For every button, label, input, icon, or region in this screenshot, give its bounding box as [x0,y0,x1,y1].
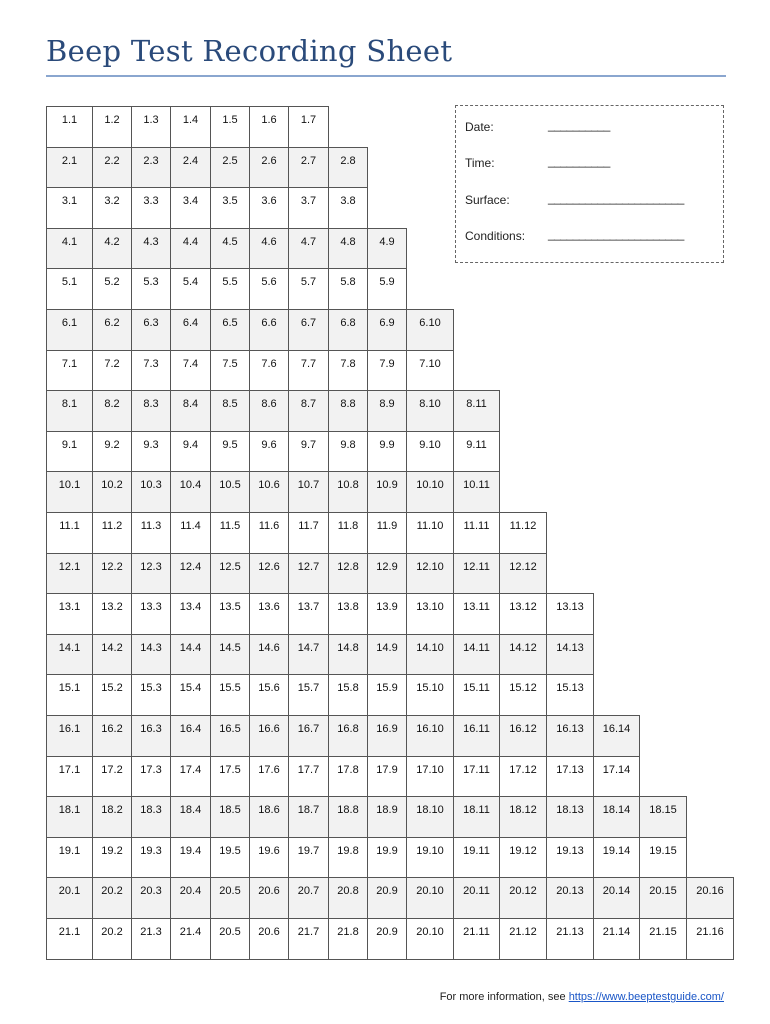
level-cell[interactable]: 20.6 [249,877,289,919]
level-cell[interactable]: 19.7 [288,837,329,878]
level-cell[interactable]: 3.5 [210,187,250,229]
level-cell[interactable]: 7.9 [367,350,407,391]
level-cell[interactable]: 14.9 [367,634,407,675]
level-cell[interactable]: 12.8 [328,553,368,594]
level-cell[interactable]: 6.6 [249,309,289,351]
level-cell[interactable]: 9.10 [406,431,454,472]
level-cell[interactable]: 5.2 [92,268,132,310]
level-cell[interactable]: 16.11 [453,715,500,757]
level-cell[interactable]: 18.3 [131,796,171,838]
level-cell[interactable]: 14.5 [210,634,250,675]
level-cell[interactable]: 13.12 [499,593,547,635]
level-cell[interactable]: 21.14 [593,918,640,960]
level-cell[interactable]: 4.3 [131,228,171,269]
level-cell[interactable]: 16.14 [593,715,640,757]
level-cell[interactable]: 9.2 [92,431,132,472]
level-cell[interactable]: 10.11 [453,471,500,513]
level-cell[interactable]: 12.7 [288,553,329,594]
level-cell[interactable]: 17.7 [288,756,329,797]
level-cell[interactable]: 17.3 [131,756,171,797]
level-cell[interactable]: 16.3 [131,715,171,757]
level-cell[interactable]: 13.10 [406,593,454,635]
level-cell[interactable]: 6.8 [328,309,368,351]
title-rule [46,75,726,77]
level-cell[interactable]: 5.1 [46,268,93,310]
level-cell[interactable]: 21.11 [453,918,500,960]
level-cell[interactable]: 8.8 [328,390,368,432]
level-cell[interactable]: 19.12 [499,837,547,878]
level-cell[interactable]: 15.4 [170,674,211,716]
level-cell[interactable]: 6.4 [170,309,211,351]
level-cell[interactable]: 14.7 [288,634,329,675]
level-cell[interactable]: 14.11 [453,634,500,675]
level-cell[interactable]: 19.15 [639,837,687,878]
footer-text: For more information, see [439,991,569,1003]
level-cell[interactable]: 3.3 [131,187,171,229]
level-cell[interactable]: 10.1 [46,471,93,513]
level-cell[interactable]: 4.8 [328,228,368,269]
level-cell[interactable]: 5.4 [170,268,211,310]
level-cell[interactable]: 16.2 [92,715,132,757]
level-cell[interactable]: 11.1 [46,512,93,554]
level-cell[interactable]: 14.4 [170,634,211,675]
level-cell[interactable]: 20.10 [406,877,454,919]
level-cell[interactable]: 16.9 [367,715,407,757]
level-cell[interactable]: 13.11 [453,593,500,635]
level-cell[interactable]: 5.7 [288,268,329,310]
level-cell[interactable]: 14.12 [499,634,547,675]
level-cell[interactable]: 20.2 [92,918,132,960]
level-cell[interactable]: 9.9 [367,431,407,472]
level-cell[interactable]: 18.12 [499,796,547,838]
level-cell[interactable]: 8.5 [210,390,250,432]
level-cell[interactable]: 7.4 [170,350,211,391]
level-cell[interactable]: 18.7 [288,796,329,838]
level-cell[interactable]: 14.1 [46,634,93,675]
level-cell[interactable]: 20.9 [367,877,407,919]
level-cell[interactable]: 5.6 [249,268,289,310]
level-cell[interactable]: 10.6 [249,471,289,513]
level-cell[interactable]: 12.1 [46,553,93,594]
level-cell[interactable]: 20.3 [131,877,171,919]
level-cell[interactable]: 1.3 [131,106,171,148]
level-cell[interactable]: 13.3 [131,593,171,635]
level-cell[interactable]: 10.9 [367,471,407,513]
level-cell[interactable]: 13.8 [328,593,368,635]
page-title: Beep Test Recording Sheet [46,34,453,68]
time-label: Time: [465,156,495,170]
level-cell[interactable]: 6.10 [406,309,454,351]
level-cell[interactable]: 2.8 [328,147,368,188]
level-cell[interactable]: 12.12 [499,553,547,594]
level-cell[interactable]: 11.4 [170,512,211,554]
level-cell[interactable]: 19.5 [210,837,250,878]
level-cell[interactable]: 15.7 [288,674,329,716]
level-cell[interactable]: 14.3 [131,634,171,675]
level-cell[interactable]: 20.8 [328,877,368,919]
level-cell[interactable]: 9.6 [249,431,289,472]
level-cell[interactable]: 1.2 [92,106,132,148]
level-cell[interactable]: 7.1 [46,350,93,391]
level-cell[interactable]: 7.3 [131,350,171,391]
level-cell[interactable]: 20.5 [210,918,250,960]
level-cell[interactable]: 21.15 [639,918,687,960]
level-cell[interactable]: 12.5 [210,553,250,594]
level-cell[interactable]: 3.4 [170,187,211,229]
level-cell[interactable]: 8.6 [249,390,289,432]
level-cell[interactable]: 1.6 [249,106,289,148]
level-cell[interactable]: 17.13 [546,756,594,797]
level-cell[interactable]: 11.10 [406,512,454,554]
level-cell[interactable]: 3.2 [92,187,132,229]
level-cell[interactable]: 17.9 [367,756,407,797]
level-cell[interactable]: 18.4 [170,796,211,838]
level-cell[interactable]: 13.4 [170,593,211,635]
level-cell[interactable]: 3.6 [249,187,289,229]
level-cell[interactable]: 17.4 [170,756,211,797]
level-cell[interactable]: 15.13 [546,674,594,716]
level-cell[interactable]: 19.11 [453,837,500,878]
level-cell[interactable]: 10.8 [328,471,368,513]
level-cell[interactable]: 20.16 [686,877,734,919]
level-cell[interactable]: 19.9 [367,837,407,878]
level-cell[interactable]: 21.8 [328,918,368,960]
level-cell[interactable]: 13.1 [46,593,93,635]
level-cell[interactable]: 19.4 [170,837,211,878]
level-cell[interactable]: 14.6 [249,634,289,675]
level-cell[interactable]: 17.12 [499,756,547,797]
level-cell[interactable]: 13.6 [249,593,289,635]
level-cell[interactable]: 17.8 [328,756,368,797]
footer [440,991,724,1003]
level-cell[interactable]: 12.9 [367,553,407,594]
level-cell[interactable]: 15.5 [210,674,250,716]
level-cell[interactable]: 2.4 [170,147,211,188]
level-cell[interactable]: 15.12 [499,674,547,716]
level-cell[interactable]: 20.1 [46,877,93,919]
level-cell[interactable]: 21.7 [288,918,329,960]
level-cell[interactable]: 20.2 [92,877,132,919]
level-cell[interactable]: 8.10 [406,390,454,432]
level-cell[interactable]: 7.7 [288,350,329,391]
conditions-field[interactable]: ______________________ [548,227,684,241]
level-cell[interactable]: 11.11 [453,512,500,554]
level-cell[interactable]: 2.6 [249,147,289,188]
level-cell[interactable]: 4.7 [288,228,329,269]
level-cell[interactable]: 21.3 [131,918,171,960]
level-cell[interactable]: 10.10 [406,471,454,513]
level-cell[interactable]: 2.3 [131,147,171,188]
level-cell[interactable]: 7.5 [210,350,250,391]
level-cell[interactable]: 6.9 [367,309,407,351]
level-cell[interactable]: 11.7 [288,512,329,554]
level-cell[interactable]: 16.4 [170,715,211,757]
level-cell[interactable]: 13.13 [546,593,594,635]
level-cell[interactable]: 20.15 [639,877,687,919]
level-cell[interactable]: 5.3 [131,268,171,310]
level-cell[interactable]: 2.1 [46,147,93,188]
level-cell[interactable]: 14.8 [328,634,368,675]
level-cell[interactable]: 20.11 [453,877,500,919]
level-cell[interactable]: 1.7 [288,106,329,148]
level-cell[interactable]: 17.6 [249,756,289,797]
level-cell[interactable]: 18.10 [406,796,454,838]
level-cell[interactable]: 11.2 [92,512,132,554]
level-cell[interactable]: 20.10 [406,918,454,960]
level-cell[interactable]: 19.13 [546,837,594,878]
level-cell[interactable]: 12.6 [249,553,289,594]
level-cell[interactable]: 13.2 [92,593,132,635]
level-cell[interactable]: 18.5 [210,796,250,838]
info-box [455,105,724,263]
level-cell[interactable]: 15.8 [328,674,368,716]
level-cell[interactable]: 16.5 [210,715,250,757]
level-cell[interactable]: 18.15 [639,796,687,838]
level-cell[interactable]: 18.6 [249,796,289,838]
level-cell[interactable]: 8.9 [367,390,407,432]
level-cell[interactable]: 10.2 [92,471,132,513]
level-cell[interactable]: 6.2 [92,309,132,351]
level-cell[interactable]: 15.10 [406,674,454,716]
level-cell[interactable]: 3.1 [46,187,93,229]
level-cell[interactable]: 19.10 [406,837,454,878]
level-cell[interactable]: 16.6 [249,715,289,757]
level-cell[interactable]: 18.1 [46,796,93,838]
level-cell[interactable]: 17.14 [593,756,640,797]
level-cell[interactable]: 12.4 [170,553,211,594]
level-cell[interactable]: 9.5 [210,431,250,472]
time-field[interactable]: __________ [548,154,610,168]
level-cell[interactable]: 20.5 [210,877,250,919]
level-cell[interactable]: 13.9 [367,593,407,635]
level-cell[interactable]: 7.10 [406,350,454,391]
level-cell[interactable]: 3.8 [328,187,368,229]
level-cell[interactable]: 16.8 [328,715,368,757]
level-cell[interactable]: 17.10 [406,756,454,797]
level-cell[interactable]: 11.8 [328,512,368,554]
level-cell[interactable]: 6.1 [46,309,93,351]
date-field[interactable]: __________ [548,118,610,132]
level-cell[interactable]: 8.2 [92,390,132,432]
level-cell[interactable]: 18.2 [92,796,132,838]
level-cell[interactable]: 1.5 [210,106,250,148]
level-cell[interactable]: 21.16 [686,918,734,960]
level-cell[interactable]: 11.5 [210,512,250,554]
level-cell[interactable]: 6.7 [288,309,329,351]
level-cell[interactable]: 19.8 [328,837,368,878]
level-cell[interactable]: 18.9 [367,796,407,838]
level-cell[interactable]: 9.7 [288,431,329,472]
level-cell[interactable]: 11.3 [131,512,171,554]
level-cell[interactable]: 15.1 [46,674,93,716]
level-cell[interactable]: 6.5 [210,309,250,351]
level-cell[interactable]: 10.4 [170,471,211,513]
level-cell[interactable]: 15.6 [249,674,289,716]
surface-field[interactable]: ______________________ [548,191,684,205]
level-cell[interactable]: 21.1 [46,918,93,960]
level-cell[interactable]: 1.4 [170,106,211,148]
level-cell[interactable]: 11.9 [367,512,407,554]
level-cell[interactable]: 19.2 [92,837,132,878]
level-cell[interactable]: 18.14 [593,796,640,838]
level-cell[interactable]: 16.7 [288,715,329,757]
level-cell[interactable]: 15.2 [92,674,132,716]
level-cell[interactable]: 21.13 [546,918,594,960]
level-cell[interactable]: 4.1 [46,228,93,269]
level-cell[interactable]: 12.10 [406,553,454,594]
level-cell[interactable]: 16.13 [546,715,594,757]
level-cell[interactable]: 9.3 [131,431,171,472]
level-cell[interactable]: 19.6 [249,837,289,878]
level-cell[interactable]: 1.1 [46,106,93,148]
level-cell[interactable]: 4.9 [367,228,407,269]
level-cell[interactable]: 6.3 [131,309,171,351]
level-cell[interactable]: 9.8 [328,431,368,472]
level-cell[interactable]: 18.13 [546,796,594,838]
level-cell[interactable]: 12.3 [131,553,171,594]
level-cell[interactable]: 5.8 [328,268,368,310]
level-cell[interactable]: 14.13 [546,634,594,675]
level-cell[interactable]: 14.10 [406,634,454,675]
level-cell[interactable]: 20.4 [170,877,211,919]
level-cell[interactable]: 9.1 [46,431,93,472]
level-cell[interactable]: 9.4 [170,431,211,472]
level-cell[interactable]: 21.12 [499,918,547,960]
level-cell[interactable]: 5.5 [210,268,250,310]
level-cell[interactable]: 4.5 [210,228,250,269]
level-cell[interactable]: 8.1 [46,390,93,432]
level-cell[interactable]: 8.7 [288,390,329,432]
level-cell[interactable]: 16.1 [46,715,93,757]
level-cell[interactable]: 18.8 [328,796,368,838]
level-cell[interactable]: 17.1 [46,756,93,797]
level-cell[interactable]: 8.11 [453,390,500,432]
level-cell[interactable]: 5.9 [367,268,407,310]
level-cell[interactable]: 3.7 [288,187,329,229]
level-cell[interactable]: 21.4 [170,918,211,960]
level-cell[interactable]: 17.2 [92,756,132,797]
level-cell[interactable]: 13.5 [210,593,250,635]
level-cell[interactable]: 15.9 [367,674,407,716]
level-cell[interactable]: 11.6 [249,512,289,554]
surface-label: Surface: [465,193,510,207]
level-cell[interactable]: 17.5 [210,756,250,797]
level-cell[interactable]: 4.6 [249,228,289,269]
level-cell[interactable]: 10.3 [131,471,171,513]
level-cell[interactable]: 20.6 [249,918,289,960]
level-cell[interactable]: 19.14 [593,837,640,878]
level-cell[interactable]: 7.2 [92,350,132,391]
level-cell[interactable]: 20.12 [499,877,547,919]
level-cell[interactable]: 14.2 [92,634,132,675]
level-cell[interactable]: 4.2 [92,228,132,269]
level-cell[interactable]: 10.7 [288,471,329,513]
footer-link[interactable]: https://www.beeptestguide.com/ [568,991,724,1003]
level-cell[interactable]: 16.12 [499,715,547,757]
level-cell[interactable]: 11.12 [499,512,547,554]
level-cell[interactable]: 19.1 [46,837,93,878]
level-cell[interactable]: 7.8 [328,350,368,391]
conditions-label: Conditions: [465,229,526,243]
date-label: Date: [465,120,494,134]
level-cell[interactable]: 20.7 [288,877,329,919]
level-cell[interactable]: 8.4 [170,390,211,432]
level-cell[interactable]: 10.5 [210,471,250,513]
level-cell[interactable]: 2.5 [210,147,250,188]
level-cell[interactable]: 9.11 [453,431,500,472]
level-cell[interactable]: 15.11 [453,674,500,716]
level-cell[interactable]: 19.3 [131,837,171,878]
level-cell[interactable]: 18.11 [453,796,500,838]
level-cell[interactable]: 12.2 [92,553,132,594]
level-cell[interactable]: 12.11 [453,553,500,594]
level-cell[interactable]: 2.2 [92,147,132,188]
level-cell[interactable]: 20.14 [593,877,640,919]
level-cell[interactable]: 2.7 [288,147,329,188]
level-cell[interactable]: 4.4 [170,228,211,269]
level-cell[interactable]: 7.6 [249,350,289,391]
level-cell[interactable]: 13.7 [288,593,329,635]
level-cell[interactable]: 15.3 [131,674,171,716]
level-cell[interactable]: 16.10 [406,715,454,757]
level-cell[interactable]: 20.9 [367,918,407,960]
level-cell[interactable]: 8.3 [131,390,171,432]
level-cell[interactable]: 17.11 [453,756,500,797]
level-cell[interactable]: 20.13 [546,877,594,919]
